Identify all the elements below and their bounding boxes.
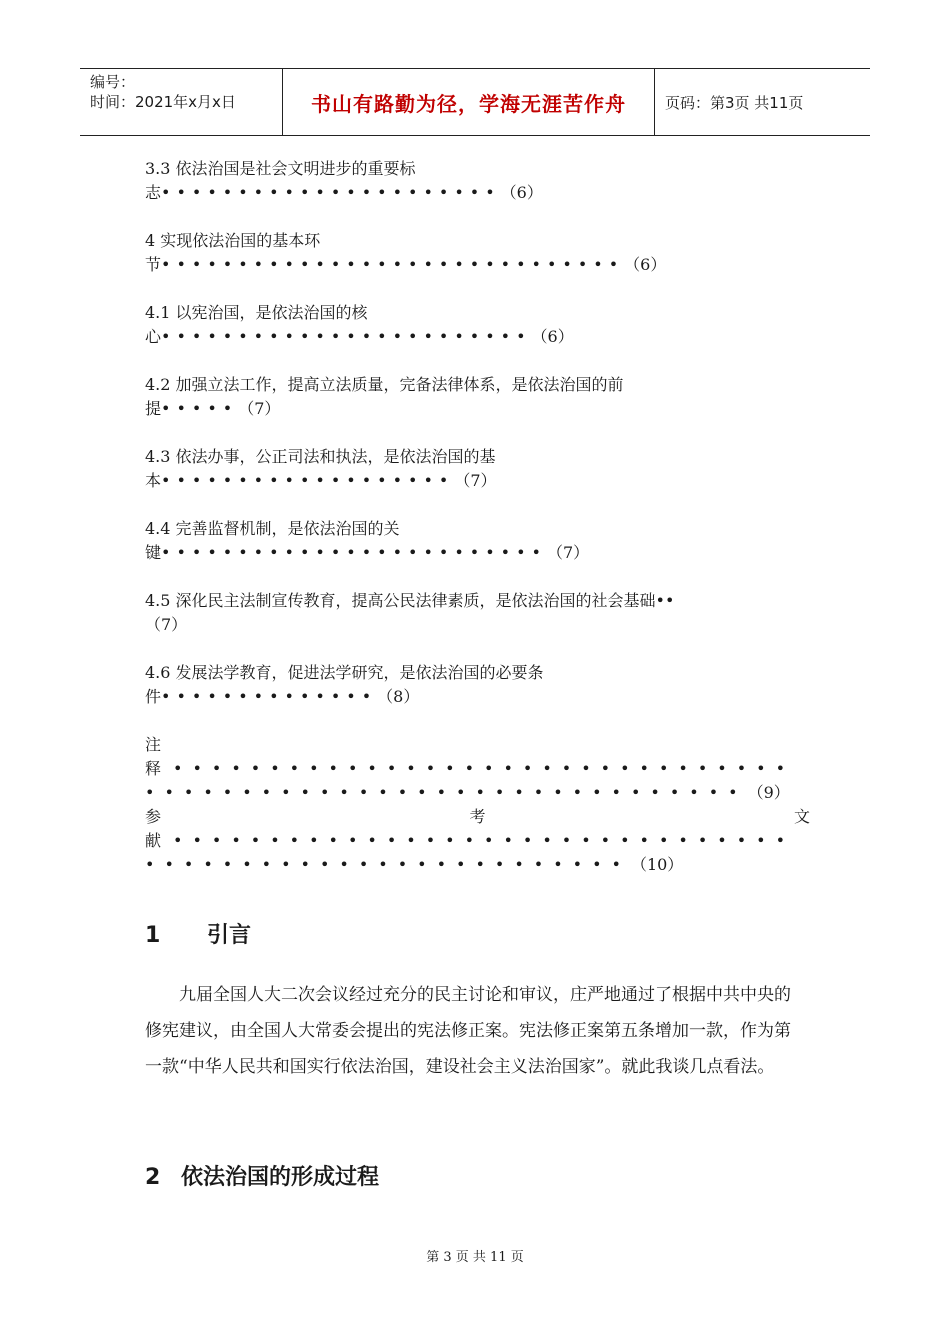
toc-page: （7） — [238, 399, 281, 418]
toc-notes-line3 — [145, 781, 810, 805]
serial-label: 编号： — [90, 73, 136, 91]
section-heading-1 — [145, 918, 251, 949]
toc-refs-char3: 文 — [793, 807, 810, 826]
toc-notes-dots: •••••••••••••••••••••••••••••••• — [173, 759, 796, 778]
toc-cont: 心 — [145, 327, 162, 346]
section-number: 1 — [145, 923, 161, 948]
toc-cont: 节 — [145, 255, 162, 274]
toc-refs-line2 — [145, 829, 810, 853]
header-table — [80, 68, 870, 136]
toc-page: （7） — [145, 615, 188, 634]
toc-continuation — [145, 541, 810, 565]
toc-refs-char2: 考 — [469, 807, 486, 826]
header-motto-cell — [282, 69, 655, 135]
toc-continuation — [145, 325, 810, 349]
toc-continuation — [145, 181, 810, 205]
section-title: 引言 — [207, 923, 252, 948]
toc-entry[interactable] — [145, 301, 810, 349]
toc-page: （7） — [546, 543, 590, 562]
toc-notes-dots-2: ••••••••••••••••••••••••••••••• — [145, 783, 748, 802]
toc-title: 3.3 依法治国是社会文明进步的重要标 — [145, 159, 416, 178]
toc-dots: •••••••••••••• — [161, 687, 378, 706]
toc-notes-line2 — [145, 757, 810, 781]
toc-continuation — [145, 397, 810, 421]
toc-dots: •••••••••••••••••••••• — [161, 183, 501, 202]
toc-title: 4.6 发展法学教育，促进法学研究，是依法治国的必要条 — [145, 663, 544, 682]
toc-continuation — [145, 469, 810, 493]
toc-cont: 件 — [145, 687, 162, 706]
toc-refs-dots: •••••••••••••••••••••••••••••••• — [173, 831, 796, 850]
toc-refs-page: （10） — [630, 855, 684, 874]
toc-cont: 志 — [145, 183, 162, 202]
toc-cont: 本 — [145, 471, 162, 490]
toc-notes-page: （9） — [747, 783, 790, 802]
toc-continuation — [145, 253, 810, 277]
header-motto: 书山有路勤为径，学海无涯苦作舟 — [311, 91, 626, 116]
toc-entry[interactable] — [145, 157, 810, 205]
table-of-contents — [145, 157, 810, 877]
toc-entry[interactable] — [145, 661, 810, 709]
section-number: 2 — [145, 1165, 161, 1190]
toc-refs-char1: 参 — [145, 807, 162, 826]
header-page-label: 页码：第3页 共11页 — [665, 93, 804, 112]
toc-title: 4.3 依法办事，公正司法和执法，是依法治国的基 — [145, 447, 496, 466]
toc-title: 4.2 加强立法工作，提高立法质量，完备法律体系，是依法治国的前 — [145, 375, 624, 394]
toc-page: （6） — [500, 183, 543, 202]
toc-dots: ••••••••••••••••••••••••• — [161, 543, 547, 562]
section-title: 依法治国的形成过程 — [181, 1165, 380, 1190]
toc-cont: 键 — [145, 543, 162, 562]
toc-notes-line1: 注 — [145, 735, 162, 754]
toc-page: （6） — [531, 327, 574, 346]
toc-refs-line1 — [145, 805, 810, 829]
toc-continuation — [145, 613, 810, 637]
header-meta — [80, 69, 282, 135]
toc-dots: ••••• — [161, 399, 239, 418]
toc-page: （8） — [377, 687, 420, 706]
intro-paragraph: 九届全国人大二次会议经过充分的民主讨论和审议，庄严地通过了根据中共中央的修宪建议，由全国人大常委会提出的宪法修正案。宪法修正案第五条增加一款，作为第一款“中华人民共和国实行依法治国，建设社会主义法治国家”。就此我谈几点看法。 — [145, 985, 791, 1077]
toc-continuation — [145, 685, 810, 709]
toc-title: 4.5 深化民主法制宣传教育，提高公民法律素质，是依法治国的社会基础•• — [145, 591, 675, 610]
toc-dots: ••••••••••••••••••• — [161, 471, 455, 490]
page-footer: 第 3 页 共 11 页 — [426, 1250, 524, 1265]
toc-title: 4.1 以宪治国，是依法治国的核 — [145, 303, 368, 322]
toc-entry[interactable] — [145, 589, 810, 637]
date-label: 时间：2021年x月x日 — [90, 93, 236, 111]
toc-refs-line3 — [145, 853, 810, 877]
toc-title: 4.4 完善监督机制，是依法治国的关 — [145, 519, 400, 538]
toc-page: （7） — [454, 471, 497, 490]
toc-entry[interactable] — [145, 445, 810, 493]
toc-refs-dots-2: ••••••••••••••••••••••••• — [145, 855, 631, 874]
toc-entry[interactable] — [145, 373, 810, 421]
toc-title: 4 实现依法治国的基本环 — [145, 231, 321, 250]
toc-dots: •••••••••••••••••••••••• — [161, 327, 532, 346]
toc-cont: 提 — [145, 399, 162, 418]
toc-page: （6） — [624, 255, 667, 274]
header-page-cell — [655, 69, 870, 135]
toc-entry[interactable] — [145, 229, 810, 277]
toc-entry-notes[interactable] — [145, 733, 810, 805]
toc-notes-label: 释 — [145, 759, 162, 778]
toc-entry-references[interactable] — [145, 805, 810, 877]
toc-dots: •••••••••••••••••••••••••••••• — [161, 255, 625, 274]
section-heading-2 — [145, 1160, 379, 1191]
toc-entry[interactable] — [145, 517, 810, 565]
toc-refs-label: 献 — [145, 831, 162, 850]
